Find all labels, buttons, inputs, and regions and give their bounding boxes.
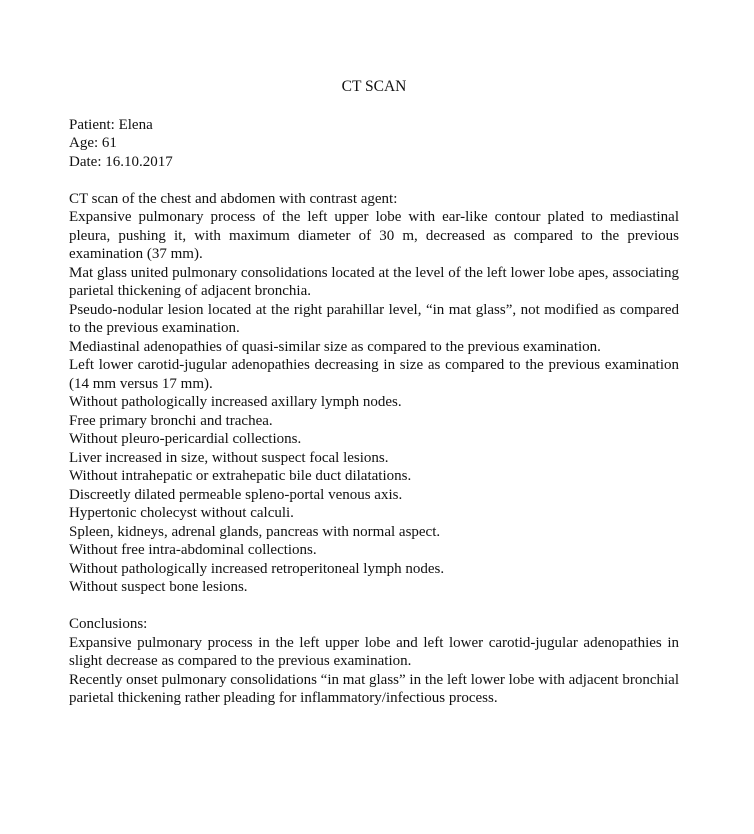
finding-item: Without pleuro-pericardial collections. xyxy=(69,431,302,447)
finding-item: Hypertonic cholecyst without calculi. xyxy=(69,505,294,521)
finding-item: Discreetly dilated permeable spleno-portal venous axis. xyxy=(69,486,403,503)
section-spacer xyxy=(69,597,679,616)
title-spacer xyxy=(69,97,679,116)
finding-item: Mediastinal adenopathies of quasi-similar size as compared to the previous examination. xyxy=(69,338,601,355)
report-page xyxy=(69,78,679,708)
patient-age: Age: 61 xyxy=(69,135,117,151)
finding-item: Free primary bronchi and trachea. xyxy=(69,412,273,429)
finding-item: Without free intra-abdominal collections. xyxy=(69,542,317,558)
finding-item: Spleen, kidneys, adrenal glands, pancreas with normal aspect. xyxy=(69,523,441,540)
finding-item: Without pathologically increased retroperitoneal lymph nodes. xyxy=(69,560,445,577)
report-title: CT SCAN xyxy=(341,78,407,95)
finding-item: Without intrahepatic or extrahepatic bile duct dilatations. xyxy=(69,468,412,484)
finding-item: Liver increased in size, without suspect focal lesions. xyxy=(69,449,389,466)
exam-heading: CT scan of the chest and abdomen with contrast agent: xyxy=(69,190,398,207)
conclusion-item: Recently onset pulmonary consolidations “in mat glass” in the left lower lobe with adjacent bronchial parietal thickening rather pleading for inflammatory/infectious process. xyxy=(69,671,679,706)
exam-date: Date: 16.10.2017 xyxy=(69,153,173,170)
finding-item: Left lower carotid-jugular adenopathies decreasing in size as compared to the previous examination (14 mm versus 17 mm). xyxy=(69,357,679,392)
finding-item: Without suspect bone lesions. xyxy=(69,579,248,595)
conclusion-item: Expansive pulmonary process in the left upper lobe and left lower carotid-jugular adenopathies in slight decrease as compared to the previous examination. xyxy=(69,634,679,669)
finding-item: Expansive pulmonary process of the left upper lobe with ear-like contour plated to mediastinal pleura, pushing it, with maximum diameter of 30 m, decreased as compared to the previous examination (37 mm). xyxy=(69,209,679,262)
finding-item: Without pathologically increased axillary lymph nodes. xyxy=(69,394,402,410)
conclusions-heading: Conclusions: xyxy=(69,616,148,632)
finding-item: Mat glass united pulmonary consolidations located at the level of the left lower lobe apes, associating parietal thickening of adjacent bronchia. xyxy=(69,264,679,299)
finding-item: Pseudo-nodular lesion located at the right parahillar level, “in mat glass”, not modified as compared to the previous examination. xyxy=(69,301,679,336)
patient-name: Patient: Elena xyxy=(69,116,153,133)
conclusions-list xyxy=(69,634,679,708)
findings-list xyxy=(69,208,679,597)
patient-info xyxy=(69,116,679,172)
section-spacer xyxy=(69,171,679,190)
